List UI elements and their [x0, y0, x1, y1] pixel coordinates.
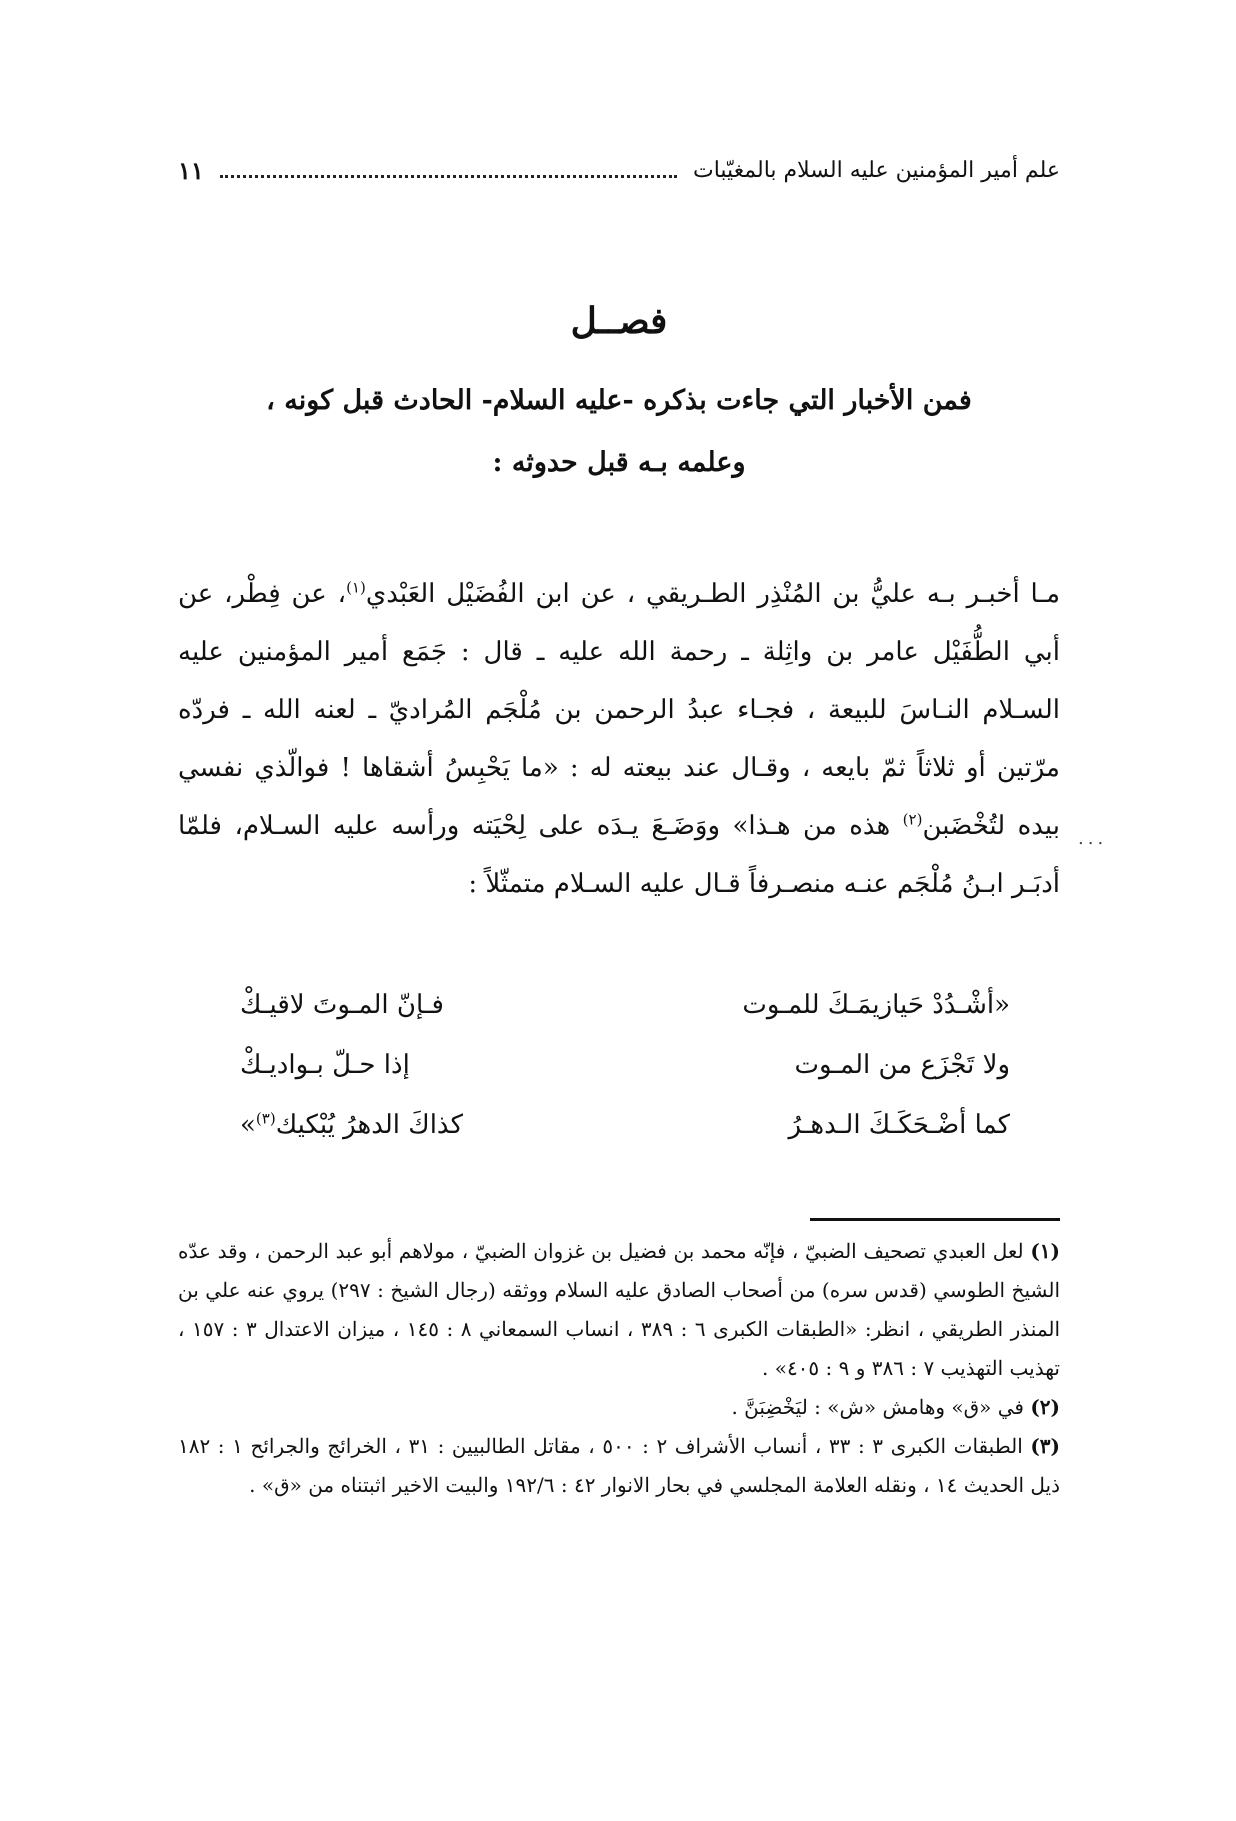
footnote-text: في «ق» وهامش «ش» : ليَخْضِبَنَّ .: [731, 1395, 1024, 1419]
footnote-number: (٣): [1030, 1434, 1061, 1458]
poem-verse: [240, 1095, 1010, 1155]
section-subtitle: [178, 370, 1060, 494]
margin-dots: ...: [1078, 828, 1108, 849]
poem-hemistich: «أشْـدُدْ حَيازيمَـكَ للمـوت: [742, 990, 1010, 1020]
running-title: علم أمير المؤمنين عليه السلام بالمغيّبات: [693, 157, 1060, 183]
subtitle-line: وعلمه بـه قبل حدوثه :: [492, 447, 746, 478]
narration-part: هذه من هـذا» ووَضَـعَ يـدَه على لِحْيَته ورأسه عليه السـلام، فلمّا أدبَـر ابـنُ مُلْجَم عنـه منصـرفاً قـال عليه السـلام متمثّلاً :: [178, 811, 1060, 899]
page-number: ١١: [178, 155, 204, 185]
narration-part: مـا أخبـر بـه عليُّ بن المُنْذِر الطـريقي ، عن ابن الفُضَيْل العَبْدي: [365, 579, 1060, 609]
poem-verse: [240, 1035, 1010, 1095]
poem-hemistich: إذا حـلّ بـواديـكْ: [240, 1050, 410, 1080]
footnote-ref-1[interactable]: (١): [346, 578, 366, 597]
footnote-text: لعل العبدي تصحيف الضبيّ ، فإنّه محمد بن فضيل بن غزوان الضبيّ ، مولاهم أبو عبد الرحمن ، وقد عدّه الشيخ الطوسي (قدس سره) من أصحاب الصادق عليه السلام ووثقه (رجال الشيخ : ٢٩٧) يروي عنه علي بن المنذر الطريقي ، انظر: «الطبقات الكبرى ٦ : ٣٨٩ ، انساب السمعاني ٨ : ١٤٥ ، ميزان الاعتدال ٣ : ١٥٧ ، تهذيب التهذيب ٧ : ٣٨٦ و ٩ : ٤٠٥» .: [178, 1239, 1061, 1380]
body-paragraph: [178, 565, 1060, 913]
footnote-separator: [810, 1218, 1060, 1221]
poem-hemistich: ولا تَجْزَع من المـوت: [794, 1050, 1010, 1080]
running-header: [178, 150, 1060, 190]
poem-block: [240, 975, 1010, 1155]
footnotes-section: [178, 1232, 1060, 1505]
closing-quote: »: [240, 1110, 256, 1140]
footnote-2: [178, 1388, 1060, 1427]
poem-hemistich: كما أضْـحَكَـكَ الـدهـرُ: [788, 1110, 1010, 1140]
poem-hemistich: فـإنّ المـوتَ لاقيـكْ: [240, 990, 444, 1020]
footnote-1: [178, 1232, 1060, 1388]
section-heading: فصــل: [570, 300, 668, 342]
poem-verse: [240, 975, 1010, 1035]
footnote-ref-2[interactable]: (٢): [902, 810, 923, 829]
footnote-3: [178, 1427, 1060, 1505]
footnote-text: الطبقات الكبرى ٣ : ٣٣ ، أنساب الأشراف ٢ : ٥٠٠ ، مقاتل الطالبيين : ٣١ ، الخرائج والجرائح ١ : ١٨٢ ذيل الحديث ١٤ ، ونقله العلامة المجلسي في بحار الانوار ٤٢ : ١٩٢/٦ والبيت الاخير اثبتناه من «ق» .: [178, 1434, 1060, 1497]
leader-dots: [220, 175, 677, 178]
subtitle-line: فمن الأخبار التي جاءت بذكره -عليه السلام- الحادث قبل كونه ،: [266, 385, 972, 416]
poem-hemistich-last: [240, 1110, 600, 1140]
narration-text: [178, 565, 1060, 913]
footnote-number: (١): [1030, 1239, 1061, 1263]
footnote-number: (٢): [1030, 1395, 1060, 1419]
footnote-ref-3[interactable]: (٣): [255, 1109, 276, 1128]
poem-text: كذاكَ الدهرُ يُبْكيك: [275, 1110, 463, 1140]
narration-part: ، عن فِطْر، عن أبي الطُّفَيْل عامر بن واثِلة ـ رحمة الله عليه ـ قال : جَمَع أمير المؤمنين عليه السـلام النـاسَ للبيعة ، فجـاء عبدُ الرحمن بن مُلْجَم المُراديّ ـ لعنه الله ـ فردّه مرّتين أو ثلاثاً ثمّ بايعه ، وقـال عند بيعته له : «ما يَحْبِسُ أشقاها ! فوالّذي نفسي بيده لتُخْضَبن: [178, 579, 1060, 841]
